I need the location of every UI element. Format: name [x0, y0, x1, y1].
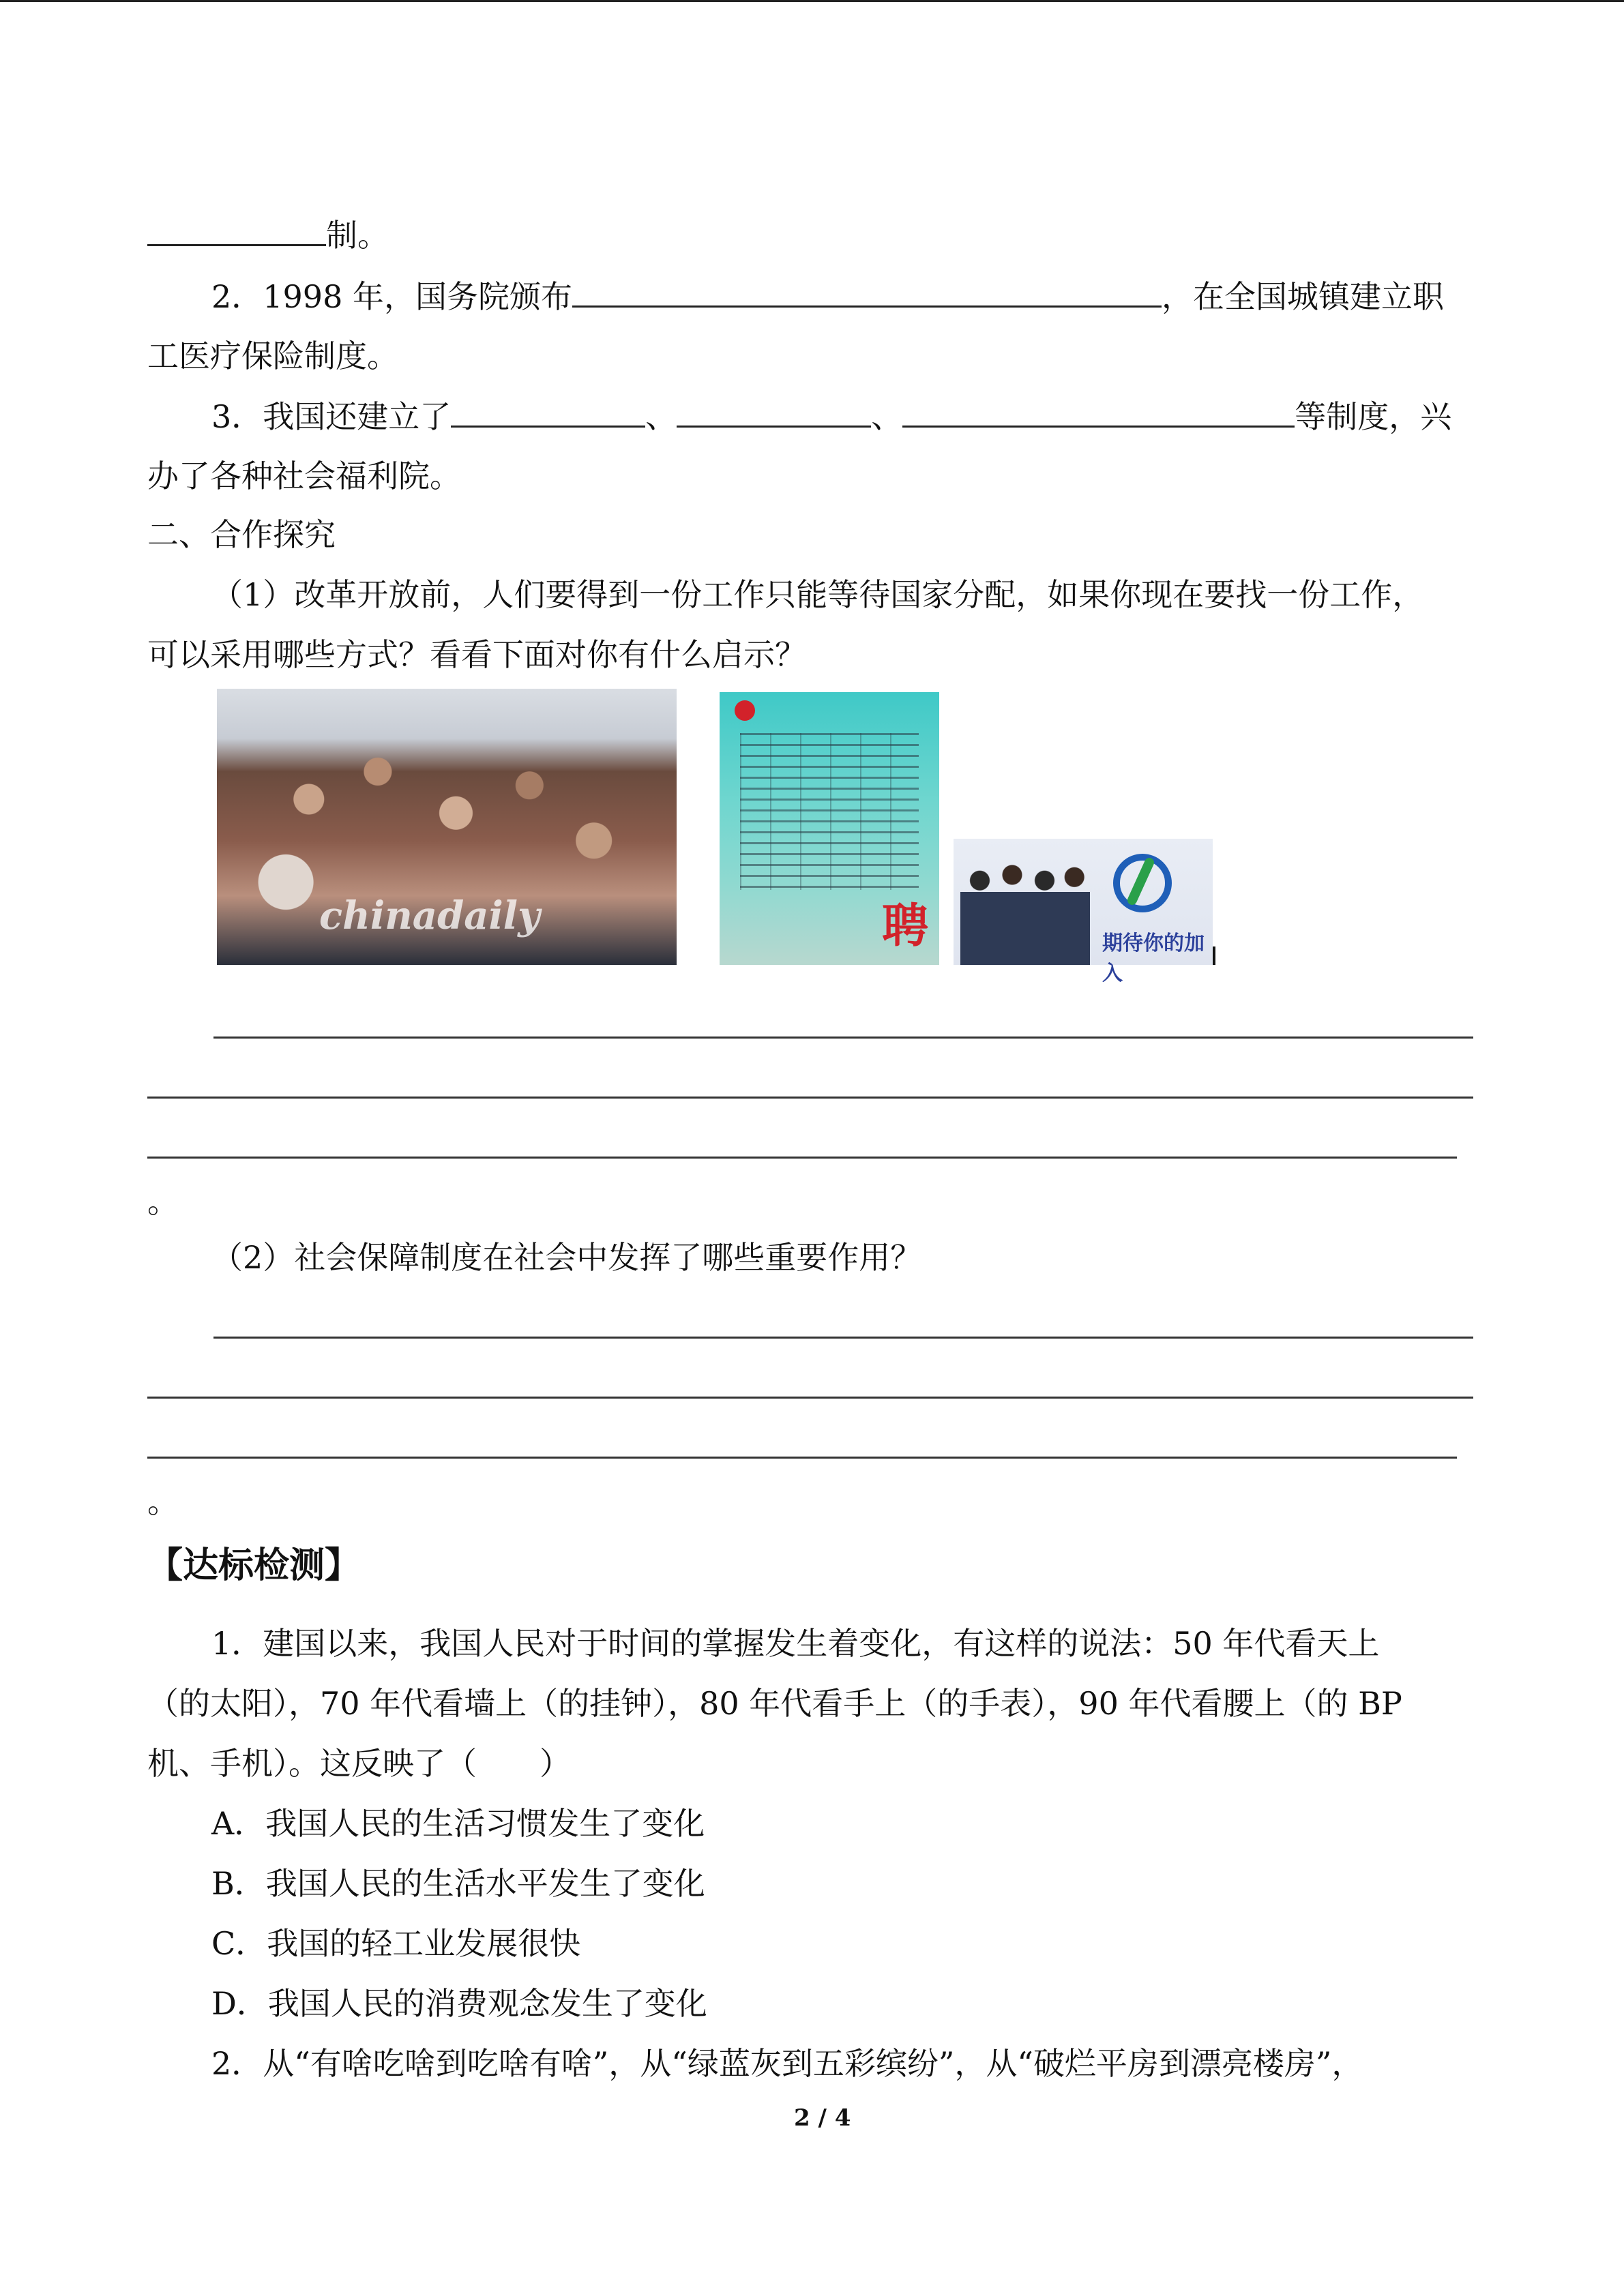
- quiz-option-d[interactable]: D．我国人民的消费观念发生了变化: [211, 1985, 707, 2022]
- poster-table-graphic: [740, 733, 919, 890]
- team-photo: [954, 839, 1213, 985]
- page-number: 2 / 4: [794, 2104, 851, 2132]
- section-heading-quiz: 【达标检测】: [147, 1545, 361, 1586]
- answer-blank[interactable]: [451, 396, 645, 428]
- job-fair-photo: [217, 689, 677, 965]
- fill-question-2-cont: 工医疗保险制度。: [147, 338, 398, 374]
- discussion-question-1-cont: 可以采用哪些方式？看看下面对你有什么启示？: [147, 636, 806, 673]
- question-text: 2．1998 年，国务院颁布: [211, 278, 572, 315]
- quiz-option-a[interactable]: A．我国人民的生活习惯发生了变化: [211, 1805, 705, 1842]
- question-text: ，在全国城镇建立职: [1161, 278, 1444, 315]
- answer-blank[interactable]: [572, 275, 1162, 308]
- poster-logo-icon: [735, 700, 755, 721]
- quiz-question-1: 1．建国以来，我国人民对于时间的掌握发生着变化，有这样的说法：50 年代看天上: [211, 1625, 1380, 1662]
- answer-end-period: 。: [147, 1183, 179, 1220]
- page-top-border: [0, 0, 1624, 2]
- quiz-option-b[interactable]: B．我国人民的生活水平发生了变化: [211, 1865, 705, 1902]
- quiz-question-1-cont: （的太阳），70 年代看墙上（的挂钟），80 年代看手上（的手表），90 年代看腰上（的 BP: [147, 1685, 1402, 1722]
- fill-question-2: [211, 275, 1444, 316]
- answer-line[interactable]: [147, 1097, 1473, 1099]
- section-heading: 二、合作探究: [147, 516, 336, 553]
- answer-end-period: 。: [147, 1483, 179, 1520]
- answer-line[interactable]: [147, 1157, 1457, 1159]
- discussion-question-2: （2）社会保障制度在社会中发挥了哪些重要作用？: [211, 1239, 922, 1276]
- answer-blank[interactable]: [677, 396, 871, 428]
- quiz-question-1-cont: 机、手机）。这反映了（ ）: [147, 1745, 571, 1782]
- answer-line[interactable]: [213, 1037, 1473, 1039]
- fill-question-3-cont: 办了各种社会福利院。: [147, 458, 461, 494]
- poster-recruit-label: 聘: [881, 899, 928, 953]
- question-text: 等制度，兴: [1295, 398, 1452, 435]
- photo-watermark: chinadaily: [319, 893, 540, 938]
- image-edge-mark: [1213, 946, 1215, 965]
- answer-line[interactable]: [213, 1337, 1473, 1339]
- company-logo-icon: [1112, 852, 1173, 914]
- fill-line-1: [147, 214, 389, 255]
- answer-line[interactable]: [147, 1397, 1473, 1399]
- quiz-option-c[interactable]: C．我国的轻工业发展很快: [211, 1925, 581, 1962]
- quiz-question-2: 2．从“有啥吃啥到吃啥有啥”，从“绿蓝灰到五彩缤纷”，从“破烂平房到漂亮楼房”，: [211, 2045, 1363, 2082]
- fill-question-3: [211, 396, 1451, 436]
- answer-line[interactable]: [147, 1457, 1457, 1459]
- discussion-question-1: （1）改革开放前，人们要得到一份工作只能等待国家分配，如果你现在要找一份工作，: [211, 576, 1424, 613]
- separator: 、: [871, 398, 903, 435]
- answer-blank[interactable]: [902, 396, 1295, 428]
- recruitment-poster-image: [720, 692, 939, 965]
- line-text: 制。: [326, 217, 389, 254]
- answer-blank[interactable]: [147, 214, 326, 246]
- team-slogan: 期待你的加入: [1102, 931, 1205, 985]
- team-people-graphic: [960, 852, 1090, 965]
- separator: 、: [645, 398, 677, 435]
- question-text: 3．我国还建立了: [211, 398, 452, 435]
